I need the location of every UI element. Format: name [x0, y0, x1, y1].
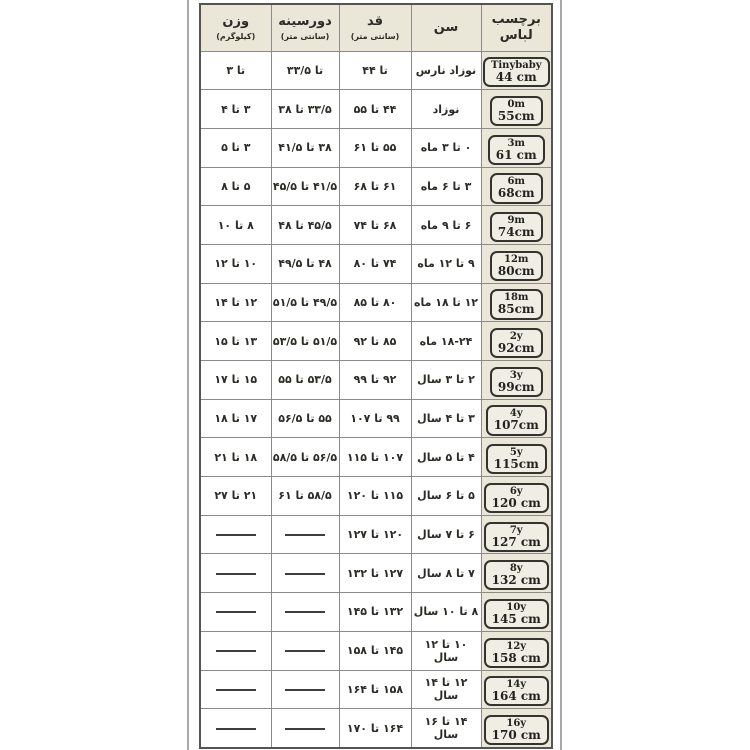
- age-cell: ۷ تا ۸ سال: [411, 554, 481, 593]
- chest-cell: [271, 709, 339, 748]
- empty-dash: [216, 728, 256, 730]
- weight-cell: [200, 554, 271, 593]
- height-cell: ۹۲ تا ۹۹: [339, 361, 411, 400]
- header-height: [339, 4, 411, 51]
- height-cell: ۱۲۰ تا ۱۲۷: [339, 515, 411, 554]
- chest-cell: ۴۹/۵ تا ۵۱/۵: [271, 283, 339, 322]
- label-cell: [481, 206, 552, 245]
- chest-cell: تا ۳۳/۵: [271, 51, 339, 90]
- header-weight-sub: (کیلوگرم): [216, 32, 256, 42]
- table-row: [200, 515, 552, 554]
- age-cell: ۰ تا ۳ ماه: [411, 128, 481, 167]
- age-cell: ۴ تا ۵ سال: [411, 438, 481, 477]
- label-cell: [481, 90, 552, 129]
- weight-cell: ۱۳ تا ۱۵: [200, 322, 271, 361]
- label-cell: [481, 515, 552, 554]
- table-row: [200, 670, 552, 709]
- chest-cell: ۳۸ تا ۴۱/۵: [271, 128, 339, 167]
- label-cell: [481, 244, 552, 283]
- size-label-bottom: 170 cm: [491, 728, 541, 742]
- size-label-bottom: 61 cm: [495, 147, 537, 162]
- size-label-top: 10y: [506, 601, 527, 613]
- size-label-top: 5y: [509, 447, 523, 459]
- table-row: [200, 128, 552, 167]
- size-label-box: [483, 57, 550, 87]
- weight-cell: ۱۸ تا ۲۱: [200, 438, 271, 477]
- size-label-box: [484, 599, 549, 629]
- empty-dash: [216, 650, 256, 652]
- weight-cell: تا ۳: [200, 51, 271, 90]
- size-label-bottom: 68cm: [497, 186, 535, 201]
- height-cell: ۴۴ تا ۵۵: [339, 90, 411, 129]
- chest-cell: ۵۳/۵ تا ۵۵: [271, 361, 339, 400]
- empty-dash: [216, 573, 256, 575]
- age-cell: ۶ تا ۷ سال: [411, 515, 481, 554]
- weight-cell: [200, 631, 271, 670]
- table-row: [200, 477, 552, 516]
- size-label-box: [484, 676, 549, 706]
- table-row: [200, 283, 552, 322]
- size-label-box: [488, 135, 545, 165]
- weight-cell: ۳ تا ۵: [200, 128, 271, 167]
- size-label-bottom: 145 cm: [491, 611, 541, 626]
- age-cell: ۳ تا ۴ سال: [411, 399, 481, 438]
- size-table-body: [200, 51, 552, 748]
- table-row: [200, 51, 552, 90]
- age-cell: نوزاد: [411, 90, 481, 129]
- weight-cell: [200, 709, 271, 748]
- table-row: [200, 554, 552, 593]
- size-label-box: [490, 289, 543, 319]
- table-row: [200, 631, 552, 670]
- height-cell: ۶۸ تا ۷۴: [339, 206, 411, 245]
- label-cell: [481, 438, 552, 477]
- chest-cell: [271, 554, 339, 593]
- height-cell: ۵۵ تا ۶۱: [339, 128, 411, 167]
- table-row: [200, 206, 552, 245]
- table-row: [200, 361, 552, 400]
- age-cell: ۲ تا ۳ سال: [411, 361, 481, 400]
- age-cell: ۸ تا ۱۰ سال: [411, 593, 481, 632]
- table-row: [200, 438, 552, 477]
- chest-cell: [271, 631, 339, 670]
- size-chart: [199, 3, 551, 749]
- size-label-top: 8y: [509, 563, 523, 575]
- size-label-box: [490, 96, 543, 126]
- label-cell: [481, 670, 552, 709]
- label-cell: [481, 283, 552, 322]
- chest-cell: [271, 670, 339, 709]
- size-label-box: [484, 522, 549, 552]
- header-label-title: برچسب لباس: [491, 12, 541, 43]
- header-age-title: سن: [433, 19, 459, 35]
- size-label-box: [486, 405, 547, 435]
- age-cell: ۱۴ تا ۱۶ سال: [411, 709, 481, 748]
- size-label-top: 0m: [507, 98, 526, 110]
- chest-cell: ۳۳/۵ تا ۳۸: [271, 90, 339, 129]
- height-cell: ۱۳۲ تا ۱۴۵: [339, 593, 411, 632]
- size-label-top: 6y: [509, 485, 523, 497]
- label-cell: [481, 593, 552, 632]
- size-label-bottom: 164 cm: [491, 689, 541, 704]
- size-label-top: 9m: [507, 215, 526, 226]
- height-cell: ۱۲۷ تا ۱۳۲: [339, 554, 411, 593]
- header-age: [411, 4, 481, 51]
- size-label-top: 6m: [507, 176, 526, 188]
- weight-cell: ۱۲ تا ۱۴: [200, 283, 271, 322]
- table-row: [200, 322, 552, 361]
- label-cell: [481, 361, 552, 400]
- empty-dash: [285, 573, 325, 575]
- size-label-top: 3y: [509, 369, 523, 381]
- label-cell: [481, 631, 552, 670]
- table-row: [200, 244, 552, 283]
- weight-cell: [200, 593, 271, 632]
- size-label-top: 2y: [509, 331, 523, 343]
- size-label-top: Tinybaby: [490, 60, 542, 72]
- height-cell: ۷۴ تا ۸۰: [339, 244, 411, 283]
- size-label-box: [484, 483, 549, 513]
- label-cell: [481, 128, 552, 167]
- weight-cell: ۵ تا ۸: [200, 167, 271, 206]
- weight-cell: [200, 670, 271, 709]
- size-label-bottom: 158 cm: [491, 650, 541, 665]
- label-cell: [481, 322, 552, 361]
- size-label-bottom: 132 cm: [491, 573, 541, 588]
- empty-dash: [216, 534, 256, 536]
- size-chart-table: [199, 3, 553, 749]
- age-cell: ۱۲ تا ۱۴ سال: [411, 670, 481, 709]
- empty-dash: [285, 611, 325, 613]
- size-label-box: [486, 444, 547, 474]
- age-cell: ۱۰ تا ۱۲ سال: [411, 631, 481, 670]
- size-label-bottom: 127 cm: [491, 534, 541, 549]
- height-cell: ۸۵ تا ۹۲: [339, 322, 411, 361]
- label-cell: [481, 709, 552, 748]
- chest-cell: ۵۱/۵ تا ۵۳/۵: [271, 322, 339, 361]
- size-label-box: [490, 251, 543, 281]
- empty-dash: [285, 689, 325, 691]
- label-cell: [481, 554, 552, 593]
- age-cell: ۵ تا ۶ سال: [411, 477, 481, 516]
- header-label: [481, 4, 552, 51]
- empty-dash: [216, 611, 256, 613]
- size-label-box: [490, 173, 543, 203]
- header-row: [200, 4, 552, 51]
- empty-dash: [285, 728, 325, 730]
- age-cell: ۱۸‎-‎۲۴ ماه: [411, 322, 481, 361]
- chest-cell: ۵۵ تا ۵۶/۵: [271, 399, 339, 438]
- frame-line-right: [560, 0, 562, 750]
- label-cell: [481, 399, 552, 438]
- age-cell: نوزاد نارس: [411, 51, 481, 90]
- empty-dash: [285, 534, 325, 536]
- weight-cell: [200, 515, 271, 554]
- size-label-top: 4y: [509, 408, 523, 420]
- size-label-bottom: 44 cm: [495, 70, 537, 85]
- size-label-top: 7y: [509, 524, 523, 536]
- weight-cell: ۲۱ تا ۲۷: [200, 477, 271, 516]
- label-cell: [481, 477, 552, 516]
- frame-line-left: [187, 0, 189, 750]
- height-cell: تا ۴۴: [339, 51, 411, 90]
- weight-cell: ۱۷ تا ۱۸: [200, 399, 271, 438]
- size-label-box: [490, 212, 543, 242]
- weight-cell: ۳ تا ۴: [200, 90, 271, 129]
- height-cell: ۱۶۴ تا ۱۷۰: [339, 709, 411, 748]
- age-cell: ۹ تا ۱۲ ماه: [411, 244, 481, 283]
- header-weight: [200, 4, 271, 51]
- size-label-box: [484, 560, 549, 590]
- header-weight-title: وزن: [222, 14, 250, 30]
- size-table-header: [200, 4, 552, 51]
- weight-cell: ۱۵ تا ۱۷: [200, 361, 271, 400]
- size-label-top: 14y: [506, 679, 527, 691]
- size-label-bottom: 120 cm: [491, 495, 541, 510]
- height-cell: ۱۱۵ تا ۱۲۰: [339, 477, 411, 516]
- height-cell: ۱۴۵ تا ۱۵۸: [339, 631, 411, 670]
- empty-dash: [285, 650, 325, 652]
- size-label-bottom: 92cm: [497, 341, 535, 356]
- size-label-box: [490, 367, 543, 397]
- age-cell: ۳ تا ۶ ماه: [411, 167, 481, 206]
- size-label-bottom: 85cm: [497, 302, 535, 317]
- size-label-bottom: 107cm: [493, 418, 539, 433]
- header-height-title: قد: [366, 14, 384, 30]
- table-row: [200, 399, 552, 438]
- header-height-sub: (سانتی متر): [350, 32, 400, 42]
- chest-cell: ۵۸/۵ تا ۶۱: [271, 477, 339, 516]
- table-row: [200, 167, 552, 206]
- chest-cell: ۴۸ تا ۴۹/۵: [271, 244, 339, 283]
- chest-cell: [271, 515, 339, 554]
- header-chest-title: دورسینه: [278, 14, 332, 30]
- size-label-box: [490, 328, 543, 358]
- height-cell: ۱۵۸ تا ۱۶۴: [339, 670, 411, 709]
- weight-cell: ۱۰ تا ۱۲: [200, 244, 271, 283]
- size-label-bottom: 55cm: [497, 108, 535, 123]
- size-label-top: 18m: [503, 292, 529, 304]
- chest-cell: ۴۵/۵ تا ۴۸: [271, 206, 339, 245]
- header-chest-sub: (سانتی متر): [280, 32, 330, 42]
- chest-cell: ۵۶/۵ تا ۵۸/۵: [271, 438, 339, 477]
- size-label-box: [484, 715, 549, 745]
- chest-cell: [271, 593, 339, 632]
- size-label-top: 12y: [506, 640, 527, 652]
- table-row: [200, 90, 552, 129]
- size-label-bottom: 80cm: [497, 263, 535, 278]
- chest-cell: ۴۱/۵ تا ۴۵/۵: [271, 167, 339, 206]
- size-label-top: 16y: [506, 718, 527, 729]
- height-cell: ۸۰ تا ۸۵: [339, 283, 411, 322]
- empty-dash: [216, 689, 256, 691]
- height-cell: ۶۱ تا ۶۸: [339, 167, 411, 206]
- label-cell: [481, 51, 552, 90]
- table-row: [200, 593, 552, 632]
- height-cell: ۱۰۷ تا ۱۱۵: [339, 438, 411, 477]
- size-label-top: 3m: [507, 137, 526, 149]
- height-cell: ۹۹ تا ۱۰۷: [339, 399, 411, 438]
- size-label-bottom: 74cm: [497, 225, 535, 239]
- table-row: [200, 709, 552, 748]
- age-cell: ۶ تا ۹ ماه: [411, 206, 481, 245]
- label-cell: [481, 167, 552, 206]
- header-chest: [271, 4, 339, 51]
- size-label-bottom: 99cm: [497, 379, 535, 394]
- weight-cell: ۸ تا ۱۰: [200, 206, 271, 245]
- size-label-top: 12m: [503, 253, 529, 265]
- size-label-box: [484, 638, 549, 668]
- age-cell: ۱۲ تا ۱۸ ماه: [411, 283, 481, 322]
- size-label-bottom: 115cm: [493, 457, 539, 472]
